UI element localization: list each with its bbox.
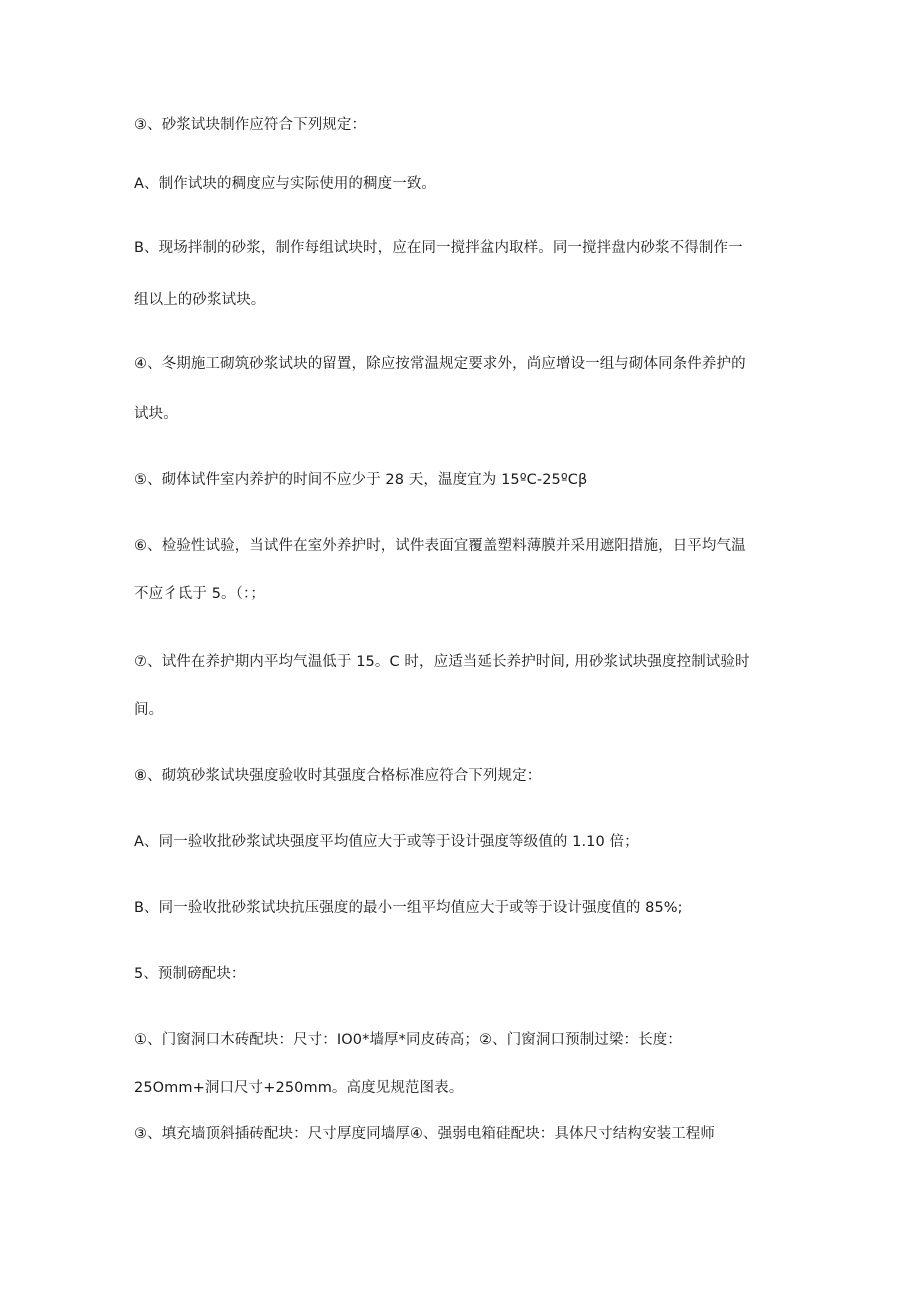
paragraph-line: 25Omm+洞口尺寸+250mm。高度见规范图表。	[134, 1080, 464, 1096]
paragraph-line: ⑦、试件在养护期内平均气温低于 15。C 时，应适当延长养护时间, 用砂浆试块强度控制试验时	[134, 654, 750, 670]
paragraph-line: A、制作试块的稠度应与实际使用的稠度一致。	[134, 176, 437, 192]
paragraph-line: 组以上的砂浆试块。	[134, 292, 266, 308]
paragraph-line: 试块。	[134, 406, 178, 422]
paragraph-line: ①、门窗洞口木砖配块：尺寸：IO0*墙厚*同皮砖高；②、门窗洞口预制过梁：长度：	[134, 1032, 682, 1048]
paragraph-line: ③、砂浆试块制作应符合下列规定：	[134, 117, 367, 133]
paragraph-line: B、现场拌制的砂浆，制作每组试块时，应在同一搅拌盆内取样。同一搅拌盘内砂浆不得制作一	[134, 240, 743, 256]
paragraph-line: ③、填充墙顶斜插砖配块：尺寸厚度同墙厚④、强弱电箱硅配块：具体尺寸结构安装工程师	[134, 1126, 715, 1142]
paragraph-line: ⑧、砌筑砂浆试块强度验收时其强度合格标准应符合下列规定：	[134, 768, 542, 784]
paragraph-line: 不应彳氐于 5。（：；	[134, 586, 265, 602]
paragraph-line: ⑥、检验性试验，当试件在室外养护时，试件表面宜覆盖塑料薄膜并采用遮阳措施，日平均气温	[134, 538, 746, 554]
paragraph-line: ④、冬期施工砌筑砂浆试块的留置，除应按常温规定要求外，尚应增设一组与砌体同条件养护的	[134, 356, 746, 372]
paragraph-line: ⑤、砌体试件室内养护的时间不应少于 28 天，温度宜为 15ºC-25ºCβ	[134, 472, 588, 488]
paragraph-line: 5、预制磅配块：	[134, 966, 246, 982]
paragraph-line: 间。	[134, 702, 164, 718]
paragraph-line: A、同一验收批砂浆试块强度平均值应大于或等于设计强度等级值的 1.10 倍；	[134, 834, 639, 850]
paragraph-line: B、同一验收批砂浆试块抗压强度的最小一组平均值应大于或等于设计强度值的 85%;	[134, 900, 683, 916]
